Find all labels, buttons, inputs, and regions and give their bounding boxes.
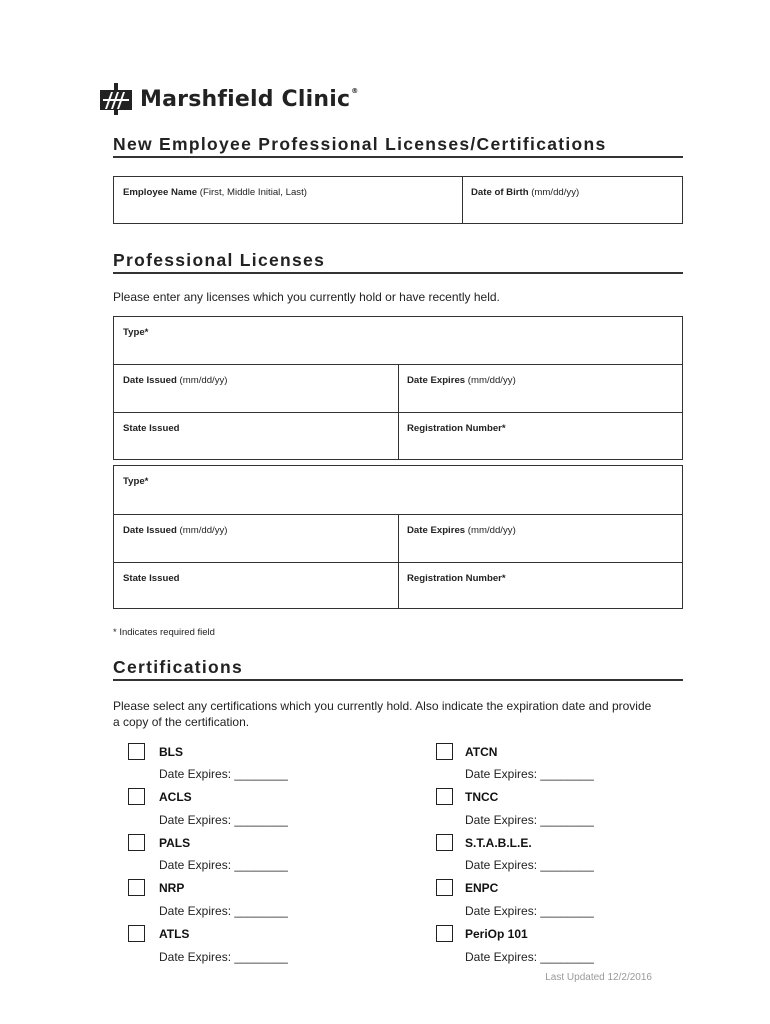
cert-checkbox-tncc[interactable] (436, 788, 453, 805)
date-expires-field[interactable]: Date Expires (mm/dd/yy) (407, 525, 516, 536)
cert-checkbox-atcn[interactable] (436, 743, 453, 760)
certifications-heading: Certifications (113, 657, 244, 677)
marshfield-clinic-logo (100, 82, 358, 116)
date-expires-line: Date Expires: ________ (159, 904, 288, 918)
date-expires-field[interactable]: Date Expires (mm/dd/yy) (407, 375, 516, 386)
cert-checkbox-bls[interactable] (128, 743, 145, 760)
required-field-note: * Indicates required field (113, 627, 215, 638)
last-updated-footer: Last Updated 12/2/2016 (545, 972, 652, 983)
title-divider (113, 156, 683, 158)
date-expires-line: Date Expires: ________ (159, 858, 288, 872)
license-block-1 (113, 316, 683, 460)
cert-checkbox-acls[interactable] (128, 788, 145, 805)
date-expires-line: Date Expires: ________ (159, 950, 288, 964)
date-issued-field[interactable]: Date Issued (mm/dd/yy) (123, 525, 228, 536)
state-issued-field[interactable]: State Issued (123, 423, 180, 434)
cert-checkbox-enpc[interactable] (436, 879, 453, 896)
certifications-intro: Please select any certifications which you currently hold. Also indicate the expiration date and provide a copy of the certification. (113, 699, 652, 729)
registration-number-field[interactable]: Registration Number* (407, 573, 506, 584)
date-of-birth-field[interactable]: Date of Birth (mm/dd/yy) (471, 187, 580, 198)
logo-text: Marshfield Clinic® (140, 86, 359, 112)
license-type-field[interactable]: Type* (123, 327, 149, 338)
page-title: New Employee Professional Licenses/Certifications (113, 134, 607, 154)
certifications-divider (113, 679, 683, 681)
employee-info-table (113, 176, 683, 224)
license-block-2 (113, 465, 683, 609)
licenses-heading: Professional Licenses (113, 250, 326, 270)
date-expires-line: Date Expires: ________ (159, 767, 288, 781)
date-expires-line: Date Expires: ________ (465, 904, 594, 918)
date-expires-line: Date Expires: ________ (465, 858, 594, 872)
cert-checkbox-stable[interactable] (436, 834, 453, 851)
state-issued-field[interactable]: State Issued (123, 573, 180, 584)
date-expires-line: Date Expires: ________ (465, 813, 594, 827)
date-expires-line: Date Expires: ________ (465, 950, 594, 964)
cert-checkbox-pals[interactable] (128, 834, 145, 851)
registration-number-field[interactable]: Registration Number* (407, 423, 506, 434)
date-issued-field[interactable]: Date Issued (mm/dd/yy) (123, 375, 228, 386)
licenses-intro: Please enter any licenses which you currently hold or have recently held. (113, 290, 500, 304)
cert-checkbox-nrp[interactable] (128, 879, 145, 896)
cert-checkbox-periop-101[interactable] (436, 925, 453, 942)
employee-name-field[interactable]: Employee Name (First, Middle Initial, Last) (123, 187, 307, 198)
cert-checkbox-atls[interactable] (128, 925, 145, 942)
licenses-divider (113, 272, 683, 274)
license-type-field[interactable]: Type* (123, 476, 149, 487)
logo-mark-icon (100, 83, 132, 115)
date-expires-line: Date Expires: ________ (465, 767, 594, 781)
date-expires-line: Date Expires: ________ (159, 813, 288, 827)
